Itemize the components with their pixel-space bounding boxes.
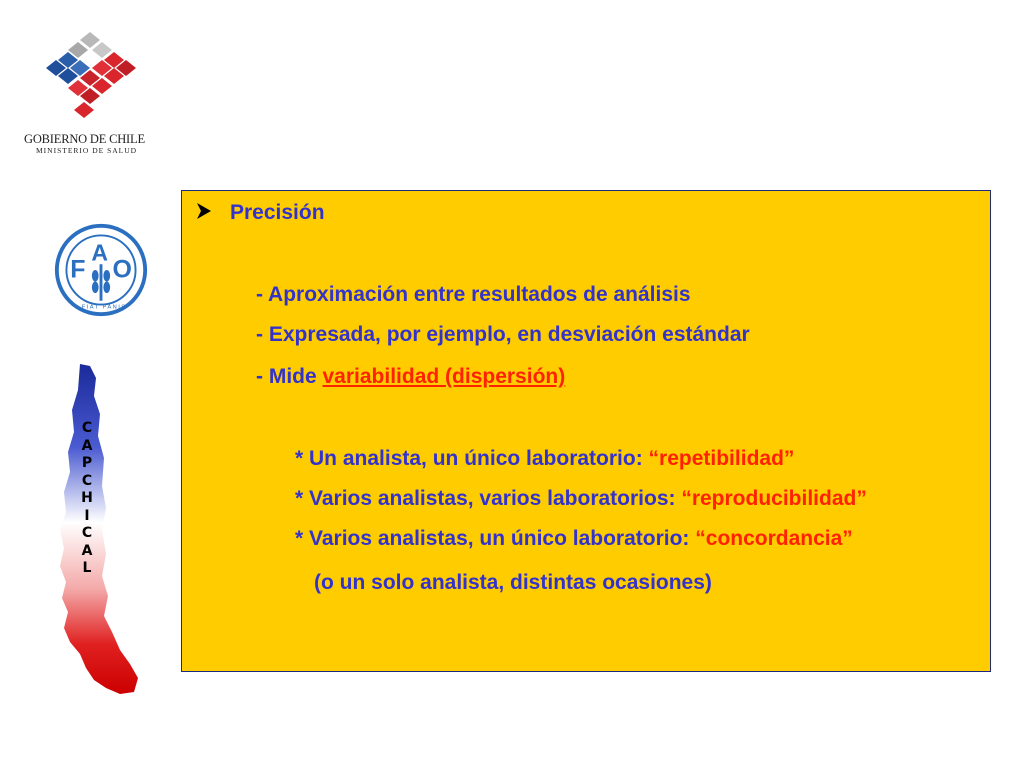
fao-letter-f: F (70, 255, 86, 284)
line-reproducibilidad (295, 487, 867, 511)
line-aproximacion: - Aproximación entre resultados de análisis (256, 283, 691, 306)
content-box (181, 190, 991, 672)
capchical-letter: A (81, 542, 93, 559)
capchical-letter: P (81, 455, 93, 471)
line-repetibilidad (295, 447, 794, 471)
capchical-letter: A (81, 437, 93, 454)
fao-letter-a: A (91, 239, 109, 266)
line-repetibilidad-prefix: * Un analista, un único laboratorio: (295, 447, 649, 470)
gobierno-title: GOBIERNO DE CHILE (24, 132, 145, 146)
concordancia-highlight: “concordancia” (695, 527, 853, 550)
line-concordancia (295, 527, 853, 551)
capchical-letter: H (81, 490, 93, 506)
ministerio-subtitle: MINISTERIO DE SALUD (36, 146, 138, 155)
capchical-letter: I (84, 507, 90, 524)
repetibilidad-highlight: “repetibilidad” (648, 447, 795, 470)
capchical-letter: C (81, 525, 93, 541)
reproducibilidad-highlight: “reproducibilidad” (681, 487, 867, 510)
arrow-bullet-icon (196, 201, 212, 221)
line-solo-analista: (o un solo analista, distintas ocasiones) (314, 571, 712, 594)
heading-precision: Precisión (230, 201, 325, 224)
fao-motto: FIAT PANIS (81, 304, 127, 311)
fao-logo (52, 222, 150, 318)
capchical-vertical-text (76, 420, 98, 578)
capchical-letter: C (81, 420, 93, 436)
line-concordancia-prefix: * Varios analistas, un único laboratorio: (295, 527, 696, 550)
line-mide (256, 365, 565, 389)
line-mide-prefix: - Mide (256, 365, 323, 388)
variabilidad-highlight: variabilidad (dispersión) (322, 365, 566, 388)
fao-letter-o: O (112, 255, 132, 284)
capchical-letter: L (82, 560, 92, 576)
line-reproducibilidad-prefix: * Varios analistas, varios laboratorios: (295, 487, 682, 510)
capchical-letter: C (81, 472, 93, 489)
line-expresada: - Expresada, por ejemplo, en desviación estándar (256, 323, 750, 346)
